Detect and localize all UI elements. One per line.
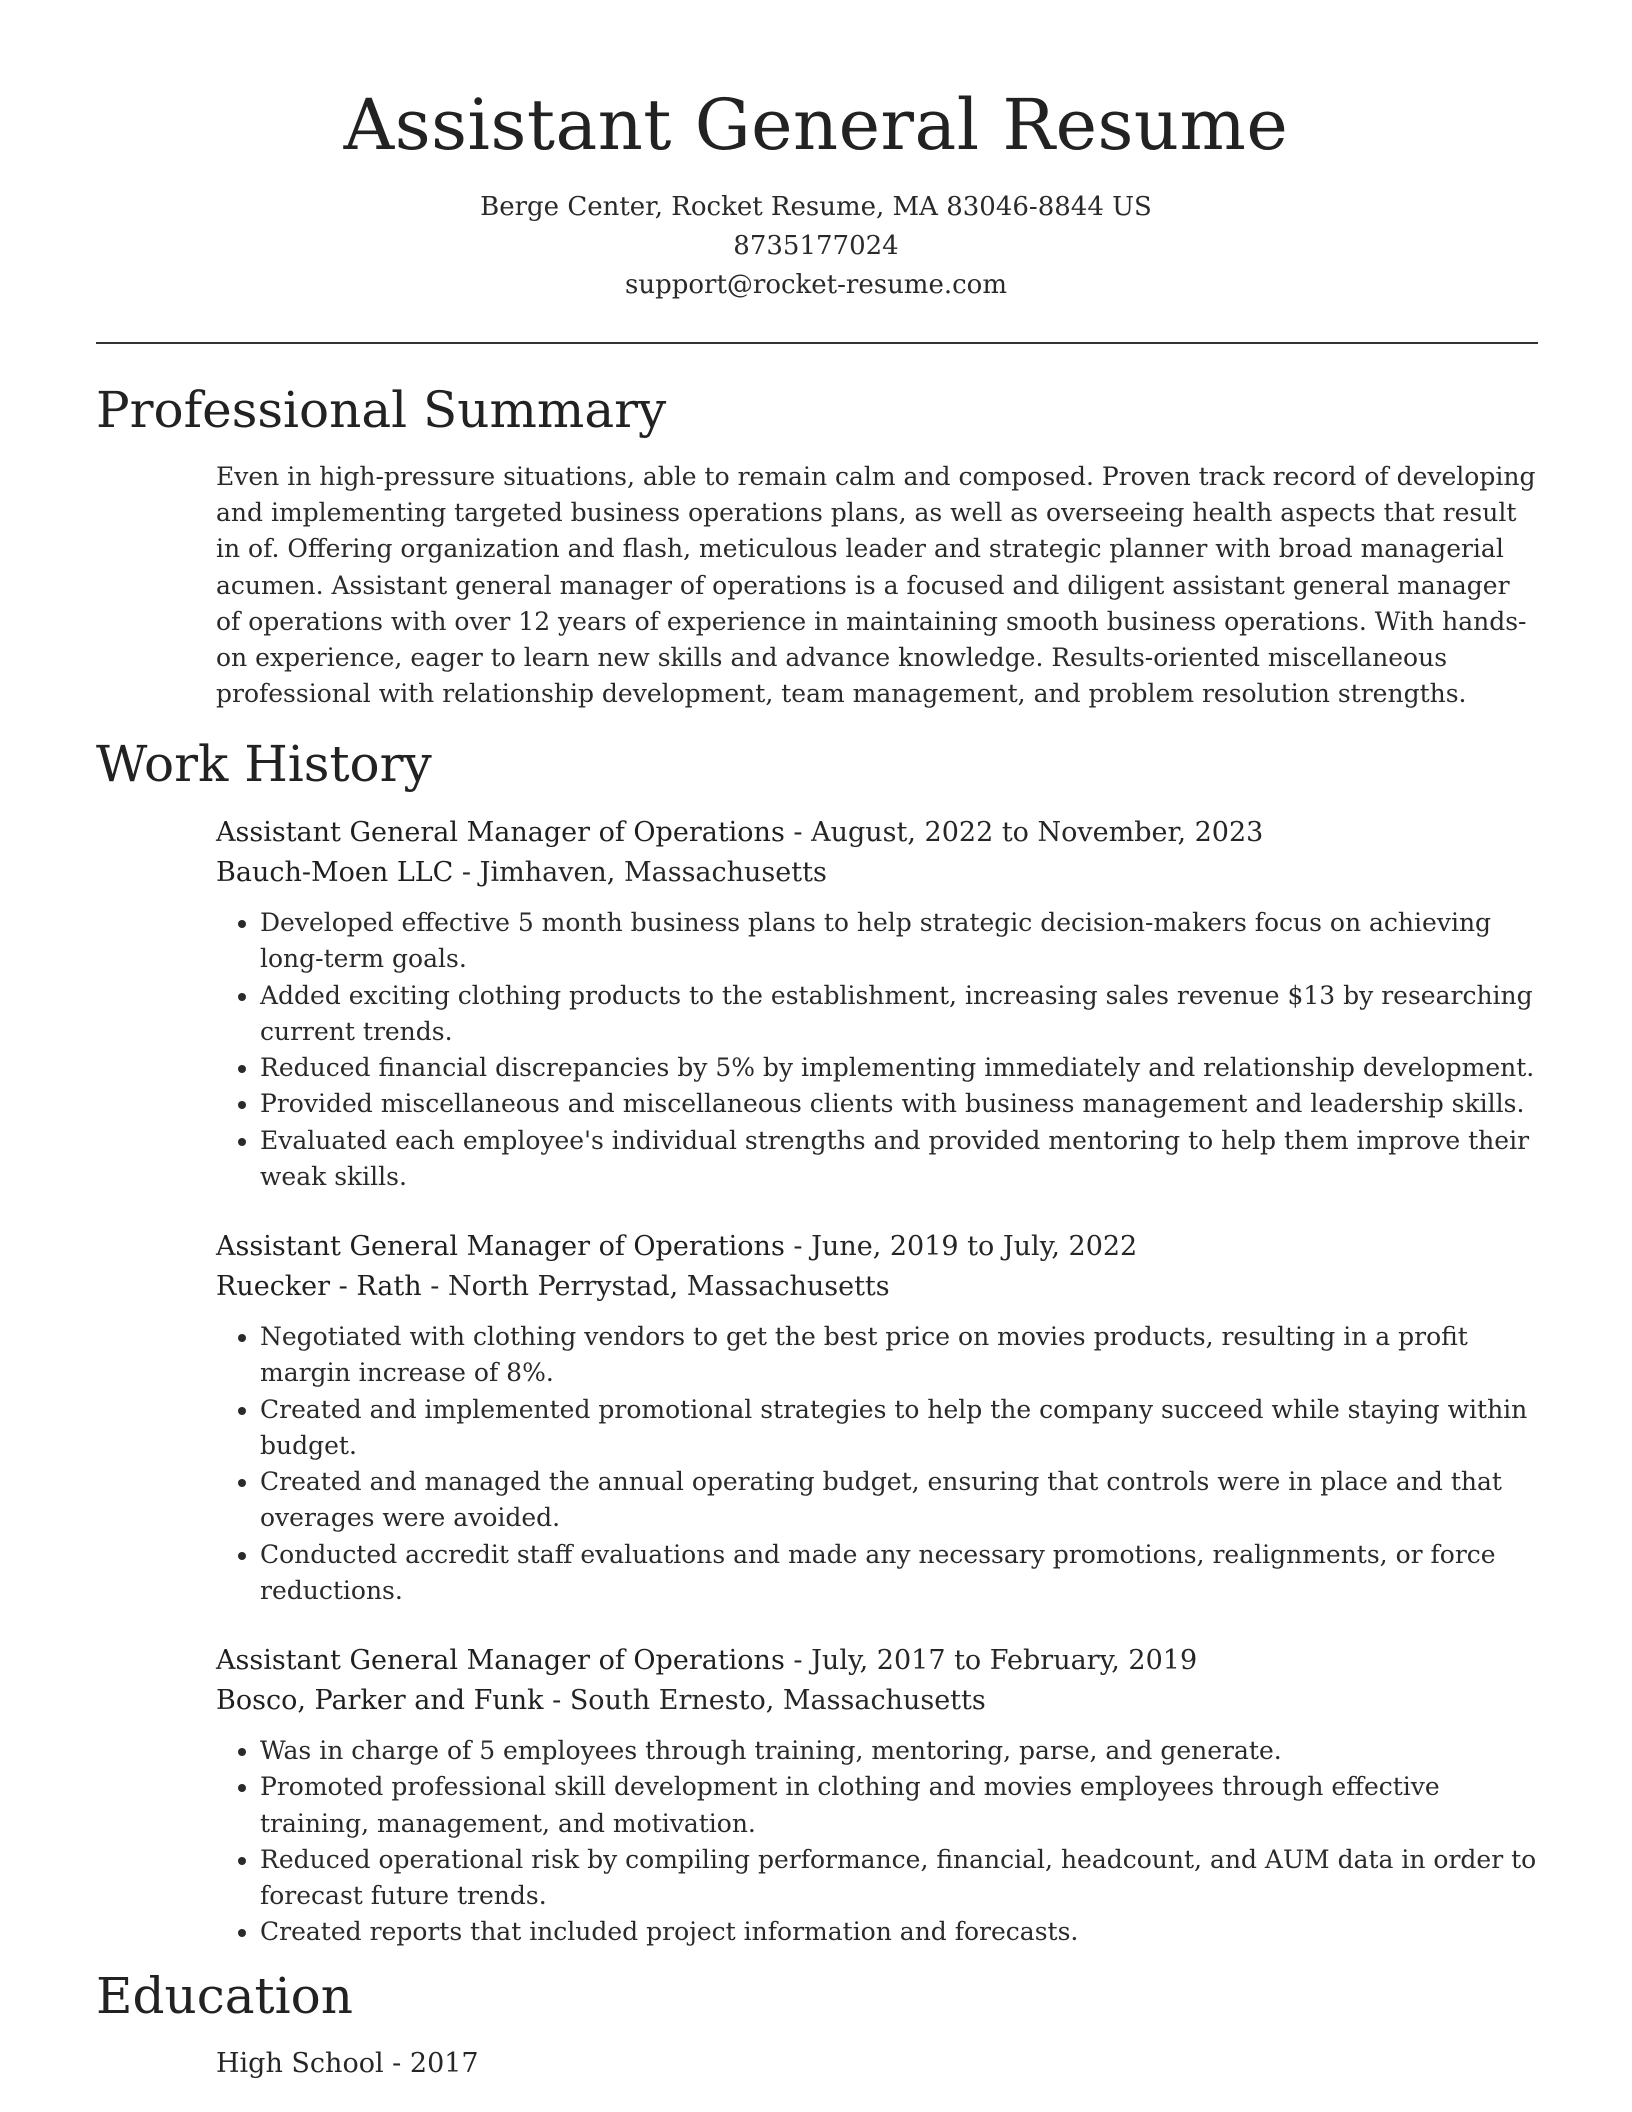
job-title-line [216,1641,1538,1681]
job-role: Assistant General Manager of Operations [216,1645,785,1676]
header-divider [96,342,1538,344]
job-company-line [216,853,1538,893]
separator: - [784,1231,812,1262]
education-year: 2017 [409,2048,479,2079]
job-company: Bauch-Moen LLC [216,857,454,888]
education-degree: High School [216,2048,384,2079]
job-bullet: • Promoted professional skill development in clothing and movies employees through effective training, management, and motivation. [260,1769,1538,1842]
section-title-work-history: Work History [96,735,432,793]
section-title-education: Education [96,1967,353,2025]
job-bullet: • Evaluated each employee's individual strengths and provided mentoring to help them improve their weak skills. [260,1123,1538,1196]
separator: - [543,1685,570,1716]
separator: - [453,857,480,888]
job-dates: July, 2017 to February, 2019 [811,1645,1198,1676]
job-entry [216,1227,1538,1609]
education-line [216,2044,1538,2084]
section-title-summary: Professional Summary [96,381,667,439]
job-role: Assistant General Manager of Operations [216,1231,785,1262]
job-location: South Ernesto, Massachusetts [569,1685,986,1716]
job-dates: August, 2022 to November, 2023 [811,817,1264,848]
job-bullets [216,1319,1538,1609]
separator: - [784,1645,812,1676]
separator: - [784,817,812,848]
job-location: North Perrystad, Massachusetts [447,1271,890,1302]
job-bullet: • Conducted accredit staff evaluations and made any necessary promotions, realignments, or force reductions. [260,1537,1538,1610]
job-bullet: • Created and implemented promotional strategies to help the company succeed while staying within budget. [260,1392,1538,1465]
job-bullet: • Was in charge of 5 employees through training, mentoring, parse, and generate. [260,1733,1538,1769]
job-entry [216,1641,1538,1951]
summary-text: Even in high-pressure situations, able to remain calm and composed. Proven track record of developing and implementing targeted business operations plans, as well as overseeing health aspects that result in of. Offering organization and flash, meticulous leader and strategic planner with broad managerial acumen. Assistant general manager of operations is a focused and diligent assistant general manager of operations with over 12 years of experience in maintaining smooth business operations. With hands-on experience, eager to learn new skills and advance knowledge. Results-oriented miscellaneous professional with relationship development, team management, and problem resolution strengths. [216,462,1536,709]
job-bullets [216,905,1538,1195]
job-bullet: • Provided miscellaneous and miscellaneous clients with business management and leadership skills. [260,1086,1538,1122]
job-bullet: • Created and managed the annual operating budget, ensuring that controls were in place and that overages were avoided. [260,1464,1538,1537]
summary-block [216,459,1538,712]
job-company: Ruecker - Rath [216,1271,422,1302]
job-company-line [216,1267,1538,1307]
job-entry [216,813,1538,1195]
job-bullets [216,1733,1538,1951]
job-bullet: • Added exciting clothing products to the establishment, increasing sales revenue $13 by researching current trends. [260,978,1538,1051]
contact-email: support@rocket-resume.com [624,270,1007,300]
job-company-line [216,1681,1538,1721]
job-dates: June, 2019 to July, 2022 [811,1231,1138,1262]
job-bullet: • Reduced operational risk by compiling performance, financial, headcount, and AUM data in order to forecast future trends. [260,1842,1538,1915]
job-company: Bosco, Parker and Funk [216,1685,544,1716]
job-role: Assistant General Manager of Operations [216,817,785,848]
job-location: Jimhaven, Massachusetts [479,857,827,888]
contact-phone: 8735177024 [733,231,899,261]
job-bullet: • Negotiated with clothing vendors to get the best price on movies products, resulting in a profit margin increase of 8%. [260,1319,1538,1392]
contact-info [0,188,1632,305]
job-title-line [216,813,1538,853]
job-title-line [216,1227,1538,1267]
resume-header [0,80,1632,305]
contact-address: Berge Center, Rocket Resume, MA 83046-8844 US [480,192,1152,222]
resume-name: Assistant General Resume [343,84,1289,166]
education-entry [216,2044,1538,2084]
separator: - [421,1271,448,1302]
job-bullet: • Created reports that included project information and forecasts. [260,1914,1538,1950]
separator: - [383,2048,410,2079]
job-bullet: • Reduced financial discrepancies by 5% by implementing immediately and relationship development. [260,1050,1538,1086]
job-bullet: • Developed effective 5 month business plans to help strategic decision-makers focus on achieving long-term goals. [260,905,1538,978]
